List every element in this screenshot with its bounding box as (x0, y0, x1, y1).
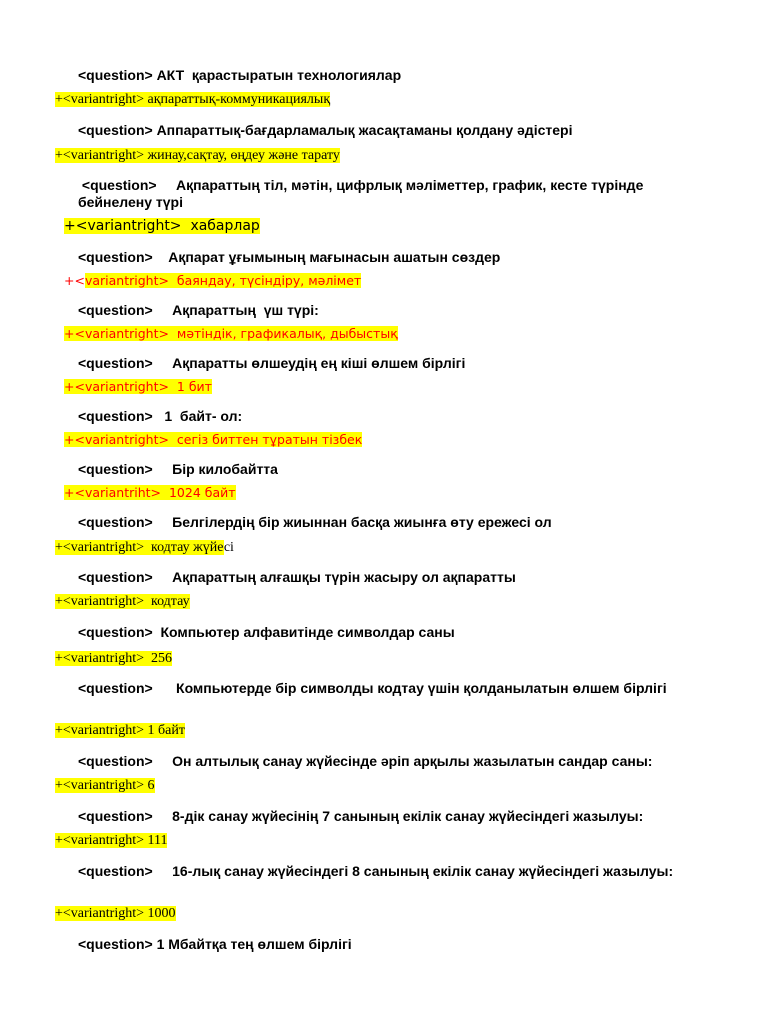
question-14: <question> 8-дік санау жүйесінің 7 санының екілік санау жүйесіндегі жазылуы: (78, 808, 644, 824)
question-15: <question> 16-лық санау жүйесіндегі 8 санының екілік санау жүйесіндегі жазылуы: (78, 863, 674, 879)
answer-10 (55, 593, 190, 610)
answer-8 (64, 484, 236, 501)
question-13: <question> Он алтылық санау жүйесінде әріп арқылы жазылатын сандар саны: (78, 753, 653, 769)
answer-9-tail: сі (223, 540, 234, 555)
question-4: <question> Ақпарат ұғымының мағынасын ашатын сөздер (78, 249, 501, 265)
answer-13 (55, 777, 155, 794)
answer-3-text: +<variantright> хабарлар (64, 218, 260, 234)
question-1: <question> АКТ қарастыратын технологиялар (78, 67, 402, 83)
answer-4 (64, 272, 361, 289)
question-9: <question> Белгілердің бір жиыннан басқа жиынға өту ережесі ол (78, 514, 552, 530)
question-6: <question> Ақпаратты өлшеудің ең кіші өлшем бірлігі (78, 355, 466, 371)
question-5: <question> Ақпараттың үш түрі: (78, 302, 319, 318)
answer-5-text: +<variantright> мәтіндік, графикалық, дыбыстық (64, 326, 398, 341)
answer-2 (55, 147, 340, 164)
answer-4-prefix: +< (64, 273, 85, 288)
answer-14-text: +<variantright> 111 (55, 833, 168, 848)
answer-9-text: +<variantright> кодтау жүйе (55, 540, 224, 555)
answer-1 (55, 91, 330, 108)
answer-7-text: +<variantright> сегіз биттен тұратын тізбек (64, 432, 363, 447)
answer-11-text: +<variantright> 256 (55, 651, 172, 666)
answer-4-text: variantright> баяндау, түсіндіру, мәлімет (84, 273, 362, 288)
answer-10-text: +<variantright> кодтау (55, 594, 190, 609)
answer-1-text: +<variantright> ақпараттық-коммуникациялық (55, 92, 331, 107)
answer-15 (55, 905, 176, 922)
question-10: <question> Ақпараттың алғашқы түрін жасыру ол ақпаратты (78, 569, 516, 585)
answer-5 (64, 325, 398, 342)
question-8: <question> Бір килобайтта (78, 461, 278, 477)
answer-6-text: +<variantright> 1 бит (64, 379, 212, 394)
question-7: <question> 1 байт- ол: (78, 408, 243, 424)
answer-8-text: +<variantriht> 1024 байт (64, 485, 236, 500)
answer-3 (64, 218, 260, 235)
question-16: <question> 1 Мбайтқа тең өлшем бірлігі (78, 936, 352, 952)
question-12: <question> Компьютерде бір символды кодтау үшін қолданылатын өлшем бірлігі (78, 680, 667, 696)
question-2: <question> Аппараттық-бағдарламалық жасақтаманы қолдану әдістері (78, 122, 573, 138)
answer-6 (64, 378, 212, 395)
answer-7 (64, 431, 362, 448)
question-3: <question> Ақпараттың тіл, мәтін, цифрлық мәліметтер, график, кесте түрінде бейнелену түрі (78, 177, 648, 210)
question-11: <question> Компьютер алфавитінде символдар саны (78, 624, 455, 640)
answer-12 (55, 722, 185, 739)
answer-9 (55, 539, 234, 556)
answer-11 (55, 650, 172, 667)
answer-2-text: +<variantright> жинау,сақтау, өңдеу және тарату (55, 148, 340, 163)
answer-14 (55, 832, 167, 849)
answer-12-text: +<variantright> 1 байт (55, 723, 185, 738)
answer-15-text: +<variantright> 1000 (55, 906, 176, 921)
answer-13-text: +<variantright> 6 (55, 778, 155, 793)
